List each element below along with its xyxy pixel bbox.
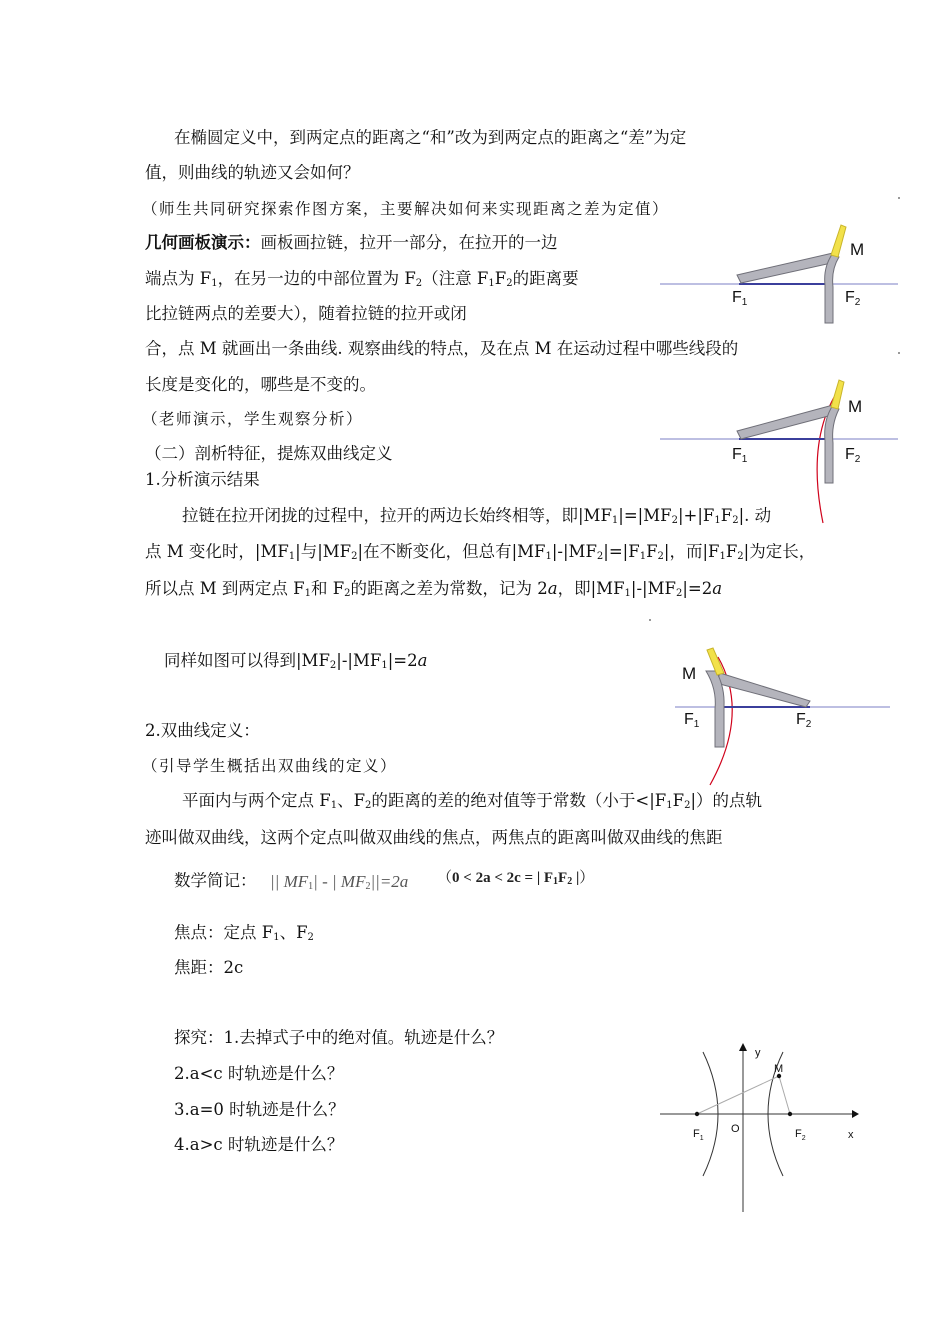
explore-question-3: 3.a=0 时轨迹是什么？ — [174, 1100, 345, 1119]
formula-condition: （0 < 2a < 2c = | $F_1F_2$ |） — [437, 870, 595, 887]
definition-line-2: 迹叫做双曲线，这两个定点叫做双曲线的焦点，两焦点的距离叫做双曲线的焦距 — [145, 828, 723, 847]
demo-line-4: 合，点 M 就画出一条曲线. 观察曲线的特点，及在点 M 在运动过程中哪些线段的 — [145, 339, 739, 358]
label-f2: F2 — [845, 289, 861, 308]
demo-note: （老师演示，学生观察分析） — [142, 410, 364, 428]
analysis-line-1: 拉链在拉开闭拢的过程中，拉开的两边长始终相等，即$|MF_1|=|MF_2|+|F_1F_2|$. 动 — [182, 506, 772, 526]
analysis-line-2: 点 M 变化时，$|MF_1|$与$|MF_2|$在不断变化，但总有$|MF_1|-|MF_2|=|F_1F_2|$，而$|F_1F_2|$为定长， — [145, 542, 816, 562]
label-f1: F1 — [732, 446, 748, 465]
foci-line: 焦点：定点 $F_1$、$F_2$ — [174, 923, 314, 943]
analysis-line-3: 所以点 M 到两定点 $F_1$和 $F_2$的距离之差为常数，记为 2a，即$|MF_1|-|MF_2|=2a$ — [145, 579, 723, 599]
focus-f2-point — [788, 1112, 792, 1116]
label-f2: $F_2$ — [795, 1128, 806, 1142]
zipper-lower-strip — [706, 671, 724, 747]
label-f2: F2 — [845, 446, 861, 465]
zipper-figure-3 — [670, 643, 895, 788]
zipper-tab — [831, 380, 844, 409]
label-m: M — [682, 664, 697, 683]
demo-line-2: 端点为 $F_1$，在另一边的中部位置为 $F_2$（注意 $F_1F_2$的距离要 — [145, 269, 579, 289]
intro-line-1: 在椭圆定义中，到两定点的距离之“和”改为到两定点的距离之“差”为定 — [174, 128, 687, 147]
brief-label: 数学简记： — [174, 871, 257, 890]
zipper-figure-1 — [655, 215, 905, 330]
definition-line-1: 平面内与两个定点 $F_1$、$F_2$的距离的差的绝对值等于常数（小于$<|F_1F_2|$）的点轨 — [182, 791, 763, 811]
focus-f1-point — [695, 1112, 699, 1116]
demo-line-1: 几何画板演示：画板画拉链，拉开一部分，在拉开的一边 — [145, 233, 558, 252]
intro-note: （师生共同研究探索作图方案，主要解决如何来实现距离之差为定值） — [142, 200, 670, 218]
label-m: M — [774, 1063, 784, 1075]
stray-mark — [898, 352, 900, 354]
label-m: M — [850, 240, 865, 259]
zipper-figure-2 — [655, 375, 905, 530]
subsection-heading-1: 1.分析演示结果 — [145, 470, 260, 489]
zipper-upper-strip — [737, 253, 836, 283]
mf1-line — [697, 1076, 779, 1114]
stray-mark — [898, 197, 900, 199]
explore-question-1: 探究：1.去掉式子中的绝对值。轨迹是什么？ — [174, 1028, 504, 1047]
label-f2: F2 — [796, 711, 812, 730]
hyperbola-formula: || $MF_1|$ - | $MF_2||=2a$ — [270, 872, 409, 892]
explore-question-2: 2.a<c 时轨迹是什么？ — [174, 1064, 344, 1083]
section-heading: （二）剖析特征，提炼双曲线定义 — [145, 444, 393, 463]
zipper-lower-strip — [825, 405, 839, 483]
label-m: M — [848, 397, 863, 416]
demo-line-5: 长度是变化的，哪些是不变的。 — [145, 375, 376, 394]
demo-line-3: 比拉链两点的差要大），随着拉链的拉开或闭 — [145, 304, 467, 323]
analysis-same-line: 同样如图可以得到$|MF_2|-|MF_1|=2a$ — [164, 651, 428, 671]
label-f1: $F_1$ — [693, 1128, 704, 1142]
definition-note: （引导学生概括出双曲线的定义） — [142, 757, 398, 775]
intro-line-2: 值，则曲线的轨迹又会如何？ — [145, 163, 360, 182]
hyperbola-axes-figure — [655, 1038, 865, 1218]
mf2-line — [779, 1076, 790, 1114]
origin-label: O — [731, 1123, 740, 1135]
explore-question-4: 4.a>c 时轨迹是什么？ — [174, 1135, 344, 1154]
stray-mark — [649, 619, 651, 621]
focal-distance-line: 焦距：2c — [174, 958, 244, 977]
definition-heading: 2.双曲线定义： — [145, 721, 260, 740]
y-axis-label: y — [755, 1047, 761, 1059]
zipper-tab — [831, 225, 846, 257]
label-f1: F1 — [684, 711, 700, 730]
demo-label: 几何画板演示： — [145, 233, 261, 252]
y-axis-arrow — [739, 1043, 747, 1051]
x-axis-label: x — [848, 1129, 854, 1141]
label-f1: F1 — [732, 289, 748, 308]
x-axis-arrow — [852, 1110, 859, 1118]
